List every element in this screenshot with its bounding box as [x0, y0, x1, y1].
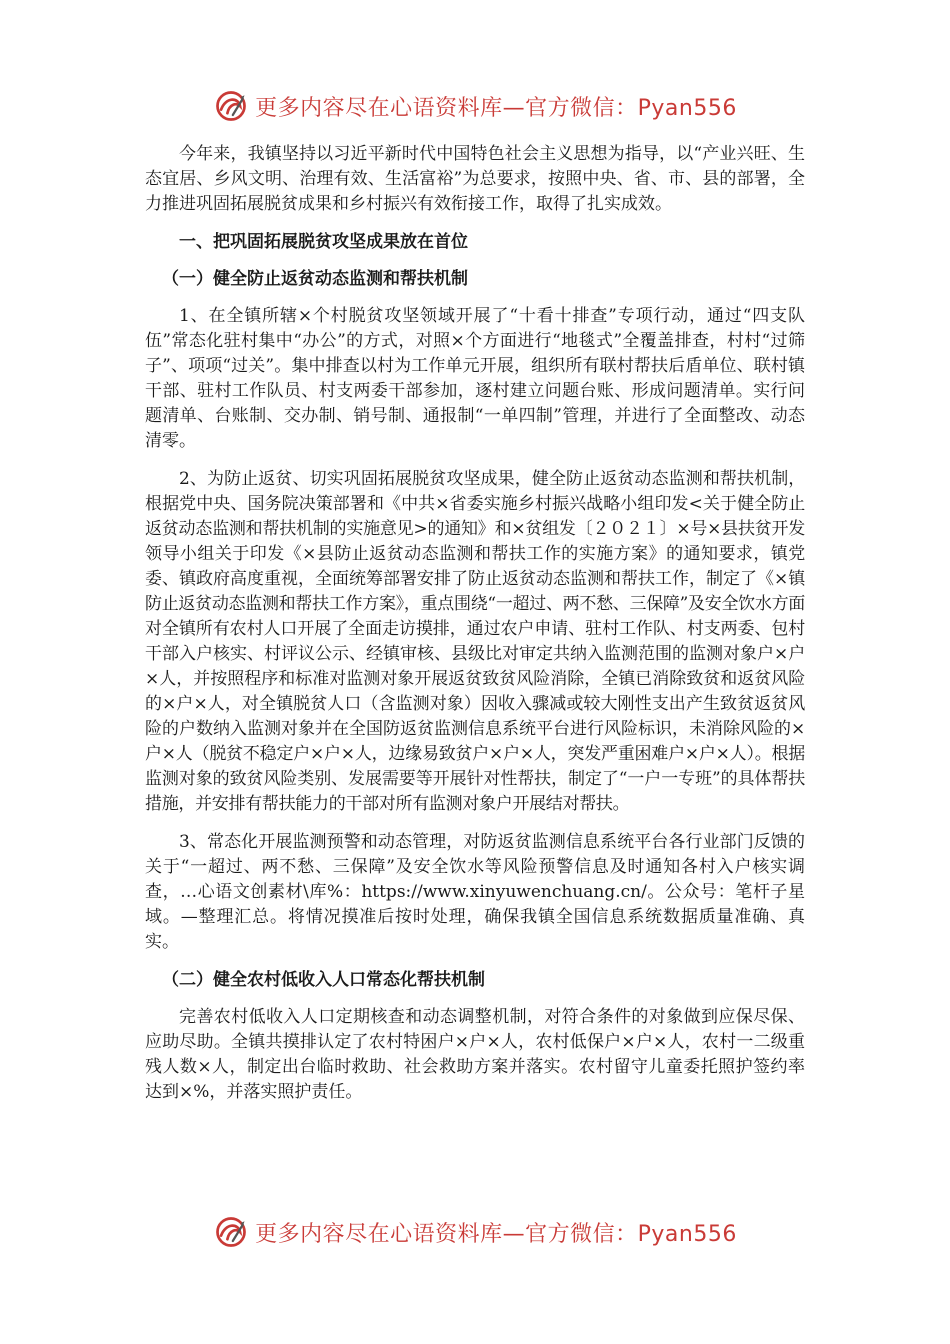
paragraph-4: 完善农村低收入人口定期核查和动态调整机制，对符合条件的对象做到应保尽保、应助尽助。全镇共摸排认定了农村特困户×户×人，农村低保户×户×人，农村一二级重残人数×人，制定出台临时救助、社会救助方案并落实。农村留守儿童委托照护签约率达到×%，并落实照护责任。: [145, 1007, 805, 1102]
header-banner: [0, 86, 950, 126]
footer-banner: [0, 1212, 950, 1252]
swirl-logo-icon: [213, 88, 249, 124]
banner-text: 更多内容尽在心语资料库—官方微信：Pyan556: [255, 95, 737, 121]
paragraph-2: 2、为防止返贫、切实巩固拓展脱贫攻坚成果，健全防止返贫动态监测和帮扶机制，根据党中央、国务院决策部署和《中共×省委实施乡村振兴战略小组印发<关于健全防止返贫动态监测和帮扶机制的实施意见>的通知》和×贫组发〔２０２１〕×号×县扶贫开发领导小组关于印发《×县防止返贫动态监测和帮扶工作的实施方案》的通知要求，镇党委、镇政府高度重视，全面统筹部署安排了防止返贫动态监测和帮扶工作，制定了《×镇防止返贫动态监测和帮扶工作方案》，重点围绕“一超过、两不愁、三保障”及安全饮水方面对全镇所有农村人口开展了全面走访摸排，通过农户申请、驻村工作队、村支两委、包村干部入户核实、村评议公示、经镇审核、县级比对审定共纳入监测范围的监测对象户×户×人，并按照程序和标准对监测对象开展返贫致贫风险消除，全镇已消除致贫和返贫风险的×户×人，对全镇脱贫人口（含监测对象）因收入骤减或较大刚性支出产生致贫返贫风险的户数纳入监测对象并在全国防返贫监测信息系统平台进行风险标识，未消除风险的×户×人（脱贫不稳定户×户×人，边缘易致贫户×户×人，突发严重困难户×户×人）。根据监测对象的致贫风险类别、发展需要等开展针对性帮扶，制定了“一户一专班”的具体帮扶措施，并安排有帮扶能力的干部对所有监测对象户开展结对帮扶。: [145, 469, 805, 814]
banner-text: 更多内容尽在心语资料库—官方微信：Pyan556: [255, 1221, 737, 1247]
swirl-logo-icon: [213, 1214, 249, 1250]
paragraph-3: 3、常态化开展监测预警和动态管理，对防返贫监测信息系统平台各行业部门反馈的关于“一超过、两不愁、三保障”及安全饮水等风险预警信息及时通知各村入户核实调查，…心语文创素材\库%：https://www.xinyuwenchuang.cn/。公众号：笔杆子星域。—整理汇总。将情况摸准后按时处理，确保我镇全国信息系统数据质量准确、真实。: [145, 832, 805, 952]
document-body: [145, 142, 805, 1118]
intro-paragraph: 今年来，我镇坚持以习近平新时代中国特色社会主义思想为指导，以“产业兴旺、生态宜居、乡风文明、治理有效、生活富裕”为总要求，按照中央、省、市、县的部署，全力推进巩固拓展脱贫成果和乡村振兴有效衔接工作，取得了扎实成效。: [145, 144, 805, 214]
subsection-heading-2: （二）健全农村低收入人口常态化帮扶机制: [162, 970, 485, 990]
paragraph-1: 1、在全镇所辖×个村脱贫攻坚领域开展了“十看十排查”专项行动，通过“四支队伍”常态化驻村集中“办公”的方式，对照×个方面进行“地毯式”全覆盖排查，村村“过筛子”、项项“过关”。集中排查以村为工作单元开展，组织所有联村帮扶后盾单位、联村镇干部、驻村工作队员、村支两委干部参加，逐村建立问题台账、形成问题清单。实行问题清单、台账制、交办制、销号制、通报制“一单四制”管理，并进行了全面整改、动态清零。: [145, 306, 805, 451]
subsection-heading-1: （一）健全防止返贫动态监测和帮扶机制: [162, 269, 468, 289]
section-heading-1: 一、把巩固拓展脱贫攻坚成果放在首位: [179, 232, 468, 252]
